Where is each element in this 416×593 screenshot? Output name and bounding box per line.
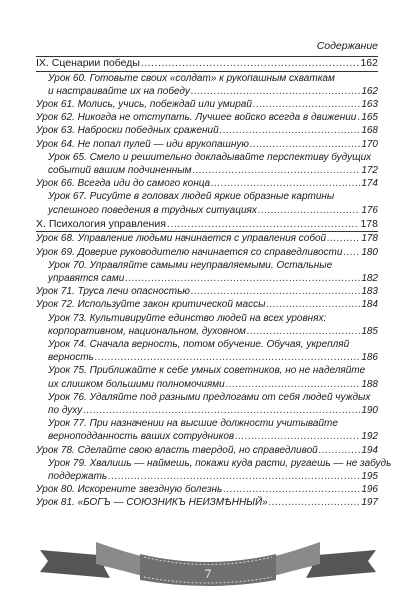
dot-leader	[266, 298, 360, 311]
dot-leader	[192, 164, 360, 177]
toc-entry	[36, 190, 378, 216]
entry-text: Урок 66. Всегда иди до самого конца	[36, 178, 211, 190]
toc-entry	[36, 246, 378, 259]
toc-entry	[36, 232, 378, 245]
entry-page-number: 170	[361, 138, 378, 150]
entry-text: Урок 62. Никогда не отступать. Лучшее войско всегда в движении	[36, 112, 357, 124]
section-heading	[36, 56, 378, 72]
entry-page-number: 196	[361, 484, 378, 496]
entry-text: по духу	[48, 405, 83, 417]
entry-text: Урок 71. Труса лечи опасностью	[36, 286, 190, 298]
dot-leader	[141, 56, 360, 71]
entry-page-number: 183	[361, 286, 378, 298]
entry-page-number: 195	[361, 471, 378, 483]
dot-leader	[250, 138, 360, 151]
section-title: IX. Сценарии победы	[36, 57, 140, 69]
entry-text: Урок 80. Искорените звездную болезнь	[36, 484, 223, 496]
dot-leader	[253, 98, 360, 111]
dot-leader	[258, 204, 360, 217]
dot-leader	[357, 111, 360, 124]
entry-text: Урок 64. Не попал пулей — иди врукопашную	[36, 138, 249, 150]
toc-entry	[36, 457, 392, 483]
toc-entry	[36, 483, 378, 496]
entry-text: Урок 67. Рисуйте в головах людей яркие образные картины	[48, 191, 335, 203]
entry-text: Урок 72. Используйте закон критической массы	[36, 299, 266, 311]
entry-text: Урок 78. Сделайте свою власть твердой, но справедливой	[36, 444, 318, 456]
toc-entry	[36, 124, 378, 137]
toc-entry	[36, 177, 378, 190]
dot-leader	[226, 378, 361, 391]
entry-text: Урок 73. Культивируйте единство людей на всех уровнях:	[48, 312, 327, 324]
entry-text: и настраивайте их на победу	[48, 85, 190, 97]
entry-text: Урок 60. Готовьте своих «солдат» к рукопашным схваткам	[48, 72, 335, 84]
toc-entry	[36, 338, 378, 364]
entry-text: поддержать	[48, 471, 108, 483]
dot-leader	[191, 85, 360, 98]
dot-leader	[247, 325, 360, 338]
entry-page-number: 197	[361, 497, 378, 509]
dot-leader	[235, 430, 360, 443]
entry-text: событий вашим подчиненным	[48, 165, 192, 177]
ribbon-banner	[0, 520, 416, 588]
entry-page-number: 184	[361, 299, 378, 311]
entry-page-number: 162	[361, 85, 378, 97]
section-page-number: 178	[360, 217, 378, 230]
dot-leader	[95, 351, 361, 364]
entry-page-number: 190	[361, 405, 378, 417]
entry-page-number: 178	[361, 233, 378, 245]
section-title: X. Психология управления	[36, 217, 166, 230]
entry-text: Урок 76. Удаляйте под разными предлогами от себя людей чуждых	[48, 391, 371, 403]
entry-text: Урок 68. Управление людьми начинается с управления собой	[36, 233, 327, 245]
dot-leader	[167, 217, 360, 232]
entry-page-number: 180	[361, 246, 378, 258]
entry-page-number: 192	[361, 431, 378, 443]
entry-page-number: 176	[361, 204, 378, 216]
toc-entry	[36, 312, 378, 338]
toc-entry	[36, 151, 378, 177]
entry-page-number: 188	[361, 378, 378, 390]
dot-leader	[269, 496, 361, 509]
entry-page-number: 165	[361, 112, 378, 124]
entry-text: Урок 70. Управляйте самыми неуправляемыми. Остальные	[48, 259, 333, 271]
dot-leader	[125, 272, 360, 285]
dot-leader	[108, 470, 360, 483]
entry-text: успешного поведения в трудных ситуациях	[48, 204, 257, 216]
dot-leader	[327, 232, 360, 245]
entry-text: корпоративном, национальном, духовном	[48, 325, 246, 337]
dot-leader	[220, 124, 361, 137]
entry-page-number: 168	[361, 125, 378, 137]
entry-page-number: 172	[361, 165, 378, 177]
entry-text: Урок 74. Сначала верность, потом обучение. Обучая, укрепляй	[48, 339, 350, 351]
toc-entry	[36, 444, 378, 457]
dot-leader	[343, 246, 360, 259]
toc-entry	[36, 111, 378, 124]
toc-entry	[36, 259, 378, 285]
entry-text: Урок 63. Наброски победных сражений	[36, 125, 219, 137]
dot-leader	[211, 177, 360, 190]
entry-text: верность	[48, 352, 94, 364]
entry-text: Урок 75. Приближайте к себе умных советников, но не наделяйте	[48, 365, 366, 377]
entry-page-number: 185	[361, 325, 378, 337]
entry-page-number: 194	[361, 444, 378, 456]
entry-text: Урок 69. Доверие руководителю начинается со справедливости	[36, 246, 343, 258]
toc-entry	[36, 496, 378, 509]
toc-entry	[36, 285, 378, 298]
toc-entry	[36, 391, 378, 417]
entry-text: Урок 81. «БОГЪ — СОЮЗНИКЪ НЕИЗМѢННЫЙ»	[36, 497, 268, 509]
entry-page-number: 163	[361, 99, 378, 110]
dot-leader	[319, 444, 361, 457]
entry-page-number: 186	[361, 352, 378, 364]
entry-text: Урок 79. Хвалишь — наймешь, покажи куда расти, ругаешь — не забудь	[48, 457, 392, 469]
entry-page-number: 174	[361, 178, 378, 190]
entry-text: управятся сами	[48, 273, 125, 285]
toc-entry	[36, 364, 378, 390]
toc-entry	[36, 417, 378, 443]
section-page-number: 162	[360, 57, 378, 69]
dot-leader	[191, 285, 360, 298]
entry-text: Урок 65. Смело и решительно докладывайте перспективу будущих	[48, 151, 372, 163]
entry-text: Урок 61. Молись, учись, побеждай или умирай	[36, 99, 252, 110]
entry-page-number: 182	[361, 273, 378, 285]
entry-text: их слишком большими полномочиями	[48, 378, 225, 390]
page-footer-banner	[0, 520, 416, 588]
toc-entry	[36, 298, 378, 311]
table-of-contents	[36, 56, 392, 510]
dot-leader	[223, 483, 360, 496]
section-heading	[36, 217, 378, 233]
page-number: 7	[204, 566, 212, 581]
toc-entry	[36, 72, 378, 98]
toc-entry	[36, 138, 378, 151]
dot-leader	[83, 404, 360, 417]
entry-text: верноподданность ваших сотрудников	[48, 431, 235, 443]
toc-entry	[36, 98, 378, 111]
entry-text: Урок 77. При назначении на высшие должности учитывайте	[48, 418, 338, 430]
running-header: Содержание	[316, 40, 378, 52]
